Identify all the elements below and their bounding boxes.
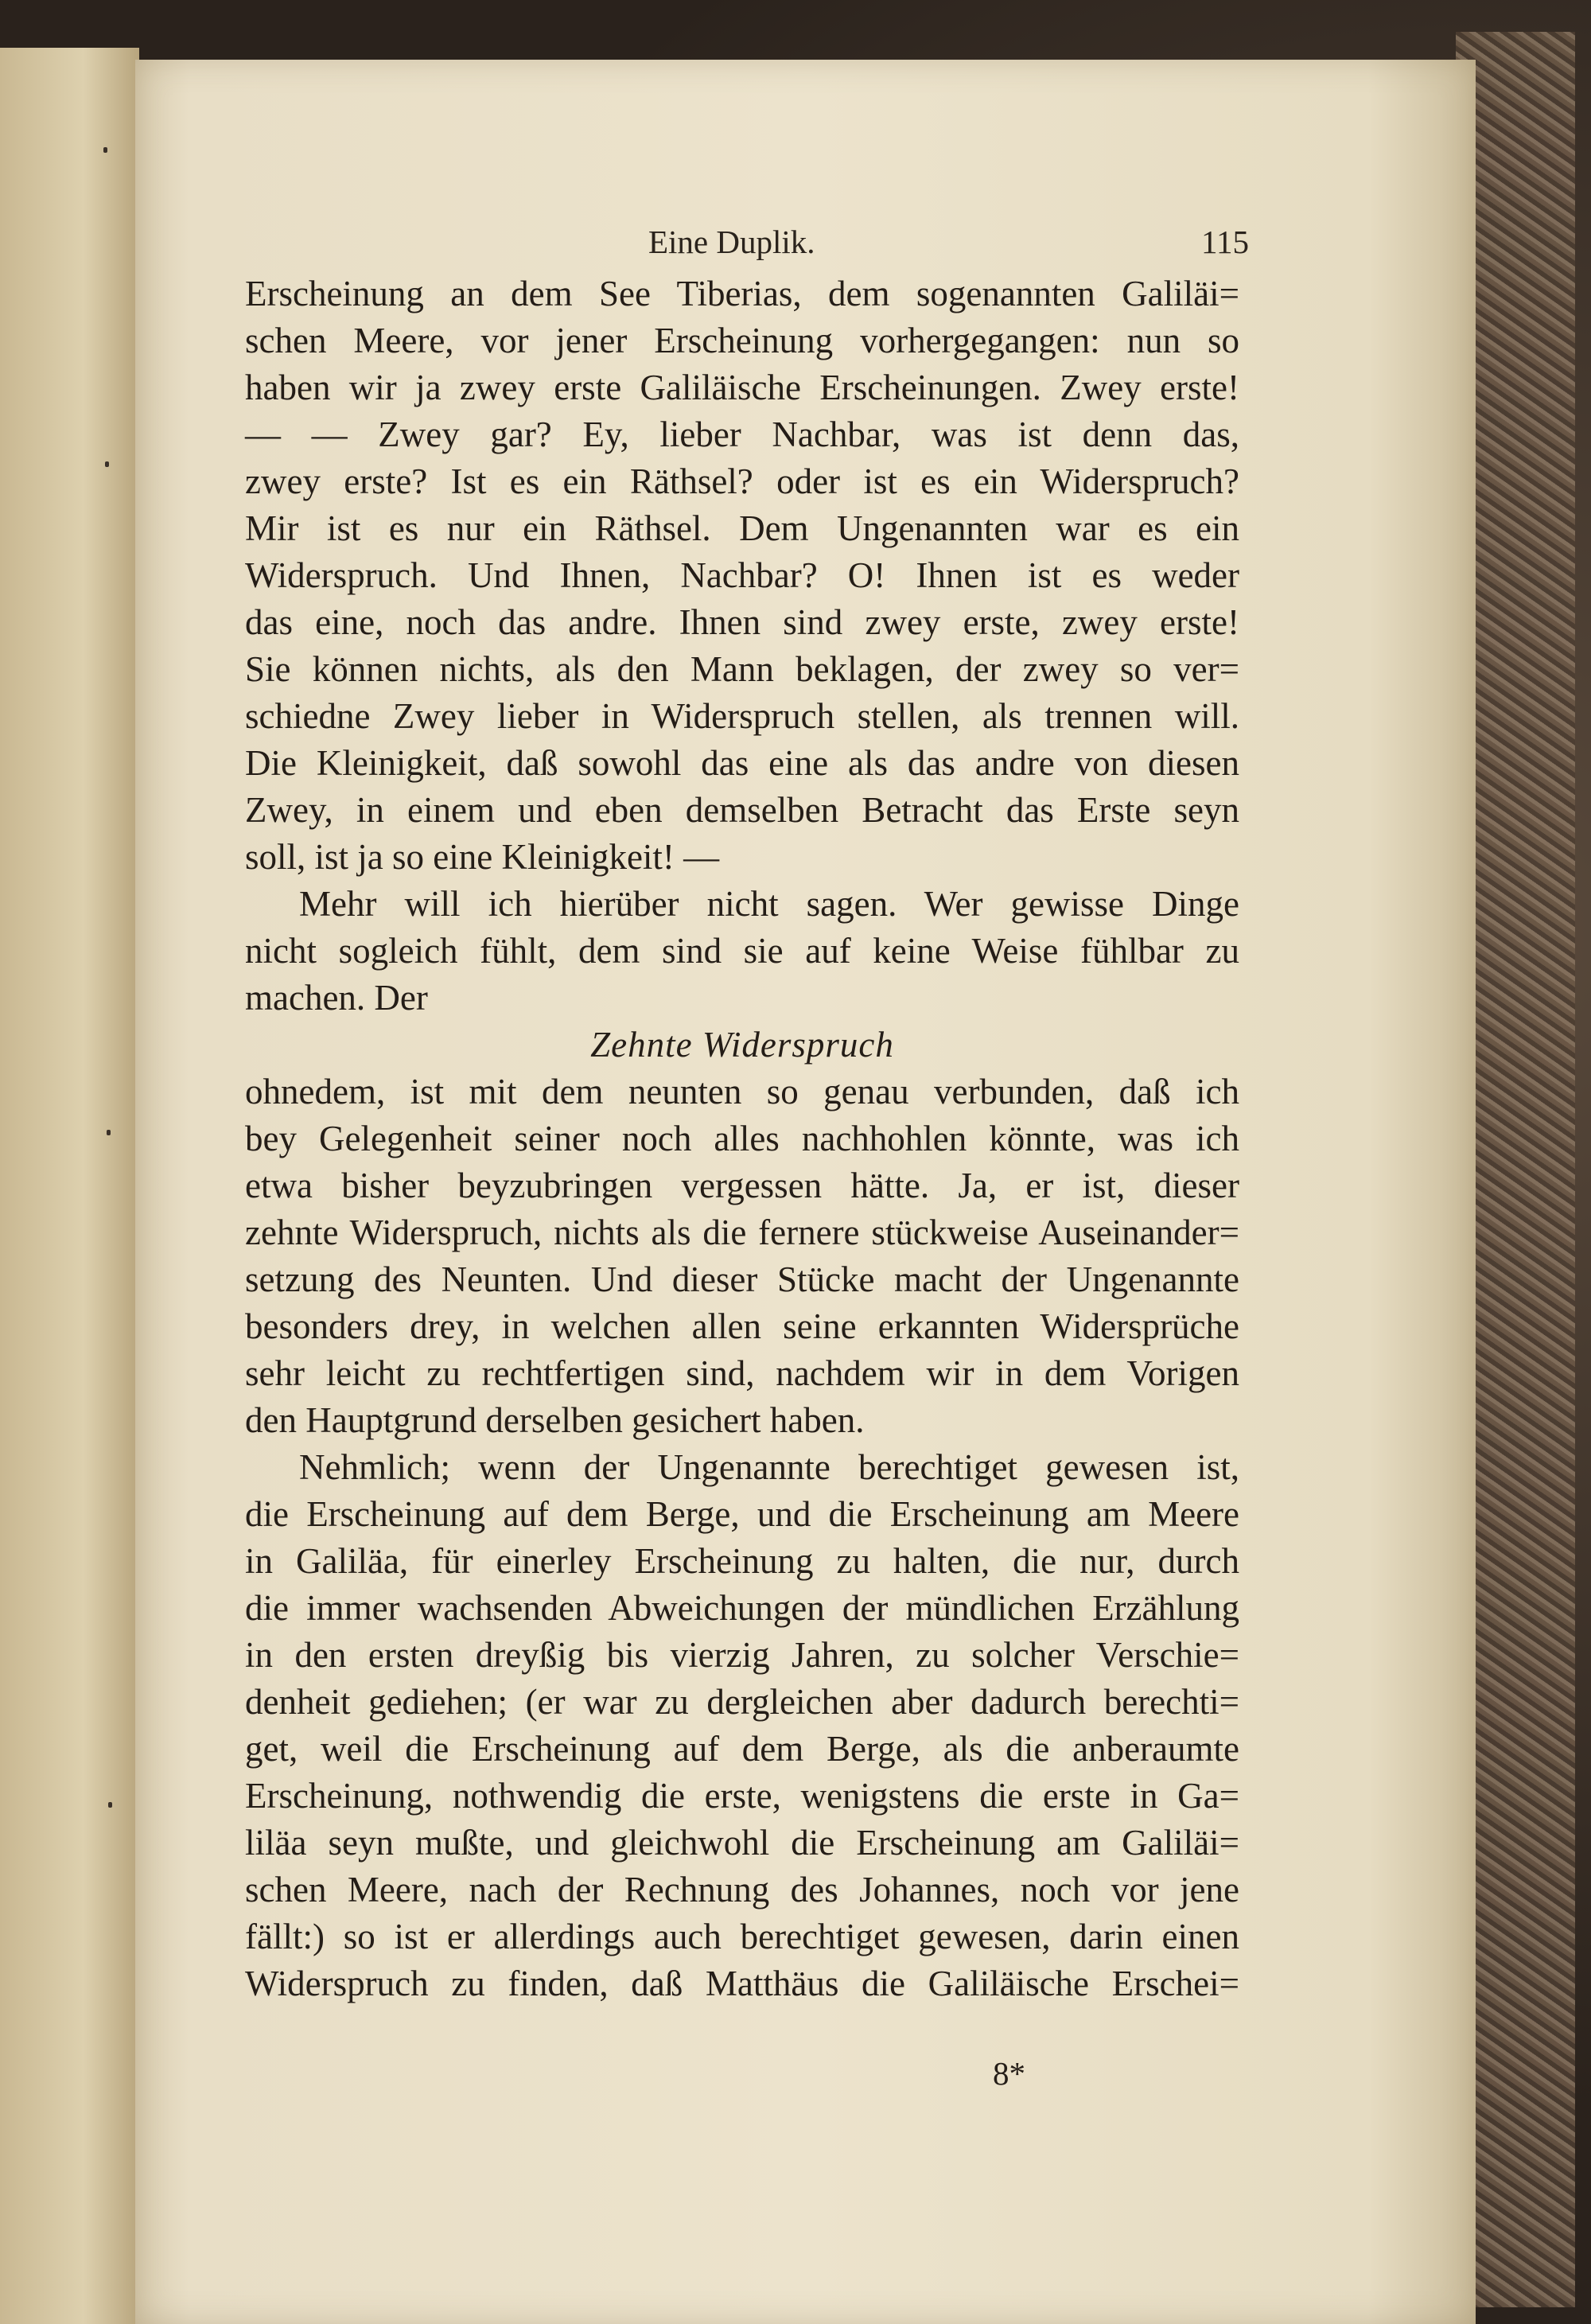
margin-mark bbox=[108, 1802, 112, 1808]
section-heading: Zehnte Widerspruch bbox=[590, 1025, 894, 1065]
paragraph-start-line: Nehmlich; wenn der Ungenannte berechtiget gewesen ist, bbox=[299, 1447, 1239, 1487]
text-line: die immer wachsenden Abweichungen der mündlichen Erzählung bbox=[245, 1588, 1239, 1628]
text-line: Die Kleinigkeit, daß sowohl das eine als das andre von diesen bbox=[245, 743, 1239, 783]
body-text bbox=[245, 271, 1239, 2007]
text-line: schen Meere, nach der Rechnung des Johannes, noch vor jene bbox=[245, 1870, 1239, 1909]
text-line: nicht sogleich fühlt, dem sind sie auf keine Weise fühlbar zu bbox=[245, 931, 1239, 971]
margin-mark bbox=[105, 461, 109, 467]
text-line: den Hauptgrund derselben gesichert haben. bbox=[245, 1400, 865, 1440]
text-line: bey Gelegenheit seiner noch alles nachhohlen könnte, was ich bbox=[245, 1119, 1239, 1158]
text-line: schen Meere, vor jener Erscheinung vorhergegangen: nun so bbox=[245, 321, 1239, 360]
running-head: Eine Duplik. bbox=[648, 224, 815, 260]
text-line: haben wir ja zwey erste Galiläische Erscheinungen. Zwey erste! bbox=[245, 368, 1239, 407]
text-line: Erscheinung an dem See Tiberias, dem sogenannten Galiläi= bbox=[245, 274, 1239, 313]
text-line: in den ersten dreyßig bis vierzig Jahren, zu solcher Verschie= bbox=[245, 1635, 1239, 1675]
text-line: das eine, noch das andre. Ihnen sind zwey erste, zwey erste! bbox=[245, 602, 1239, 642]
text-line: zehnte Widerspruch, nichts als die fernere stückweise Auseinander= bbox=[245, 1213, 1239, 1252]
text-line: etwa bisher beyzubringen vergessen hätte. Ja, er ist, dieser bbox=[245, 1166, 1239, 1205]
text-line: Erscheinung, nothwendig die erste, wenigstens die erste in Ga= bbox=[245, 1776, 1239, 1816]
text-line: in Galiläa, für einerley Erscheinung zu halten, die nur, durch bbox=[245, 1541, 1239, 1581]
text-line: Zwey, in einem und eben demselben Betracht das Erste seyn bbox=[245, 790, 1239, 830]
text-line: zwey erste? Ist es ein Räthsel? oder ist es ein Widerspruch? bbox=[245, 461, 1239, 501]
text-line: setzung des Neunten. Und dieser Stücke macht der Ungenannte bbox=[245, 1259, 1239, 1299]
text-line: — — Zwey gar? Ey, lieber Nachbar, was ist denn das, bbox=[245, 415, 1239, 454]
text-line: Widerspruch zu finden, daß Matthäus die Galiläische Erschei= bbox=[245, 1964, 1239, 2003]
text-line: Sie können nichts, als den Mann beklagen, der zwey so ver= bbox=[245, 649, 1239, 689]
margin-mark bbox=[103, 147, 107, 153]
text-line: die Erscheinung auf dem Berge, und die Erscheinung am Meere bbox=[245, 1494, 1239, 1534]
text-line: Mir ist es nur ein Räthsel. Dem Ungenannten war es ein bbox=[245, 508, 1239, 548]
text-line: besonders drey, in welchen allen seine erkannten Widersprüche bbox=[245, 1306, 1239, 1346]
text-line: sehr leicht zu rechtfertigen sind, nachdem wir in dem Vorigen bbox=[245, 1353, 1239, 1393]
text-line: machen. Der bbox=[245, 978, 428, 1018]
facing-page-edge bbox=[0, 48, 139, 2324]
text-line: soll, ist ja so eine Kleinigkeit! — bbox=[245, 837, 720, 877]
paragraph-start-line: Mehr will ich hierüber nicht sagen. Wer gewisse Dinge bbox=[299, 884, 1239, 924]
text-line: liläa seyn mußte, und gleichwohl die Erscheinung am Galiläi= bbox=[245, 1823, 1239, 1863]
text-line: Widerspruch. Und Ihnen, Nachbar? O! Ihnen ist es weder bbox=[245, 555, 1239, 595]
margin-mark bbox=[107, 1130, 111, 1135]
page-number: 115 bbox=[1201, 224, 1249, 260]
signature-mark: 8* bbox=[993, 2055, 1025, 2092]
text-line: ohnedem, ist mit dem neunten so genau verbunden, daß ich bbox=[245, 1072, 1239, 1111]
text-line: fällt:) so ist er allerdings auch berechtiget gewesen, darin einen bbox=[245, 1917, 1239, 1956]
text-line: denheit gediehen; (er war zu dergleichen aber dadurch berechti= bbox=[245, 1682, 1239, 1722]
text-line: schiedne Zwey lieber in Widerspruch stellen, als trennen will. bbox=[245, 696, 1239, 736]
text-line: get, weil die Erscheinung auf dem Berge, als die anberaumte bbox=[245, 1729, 1239, 1769]
